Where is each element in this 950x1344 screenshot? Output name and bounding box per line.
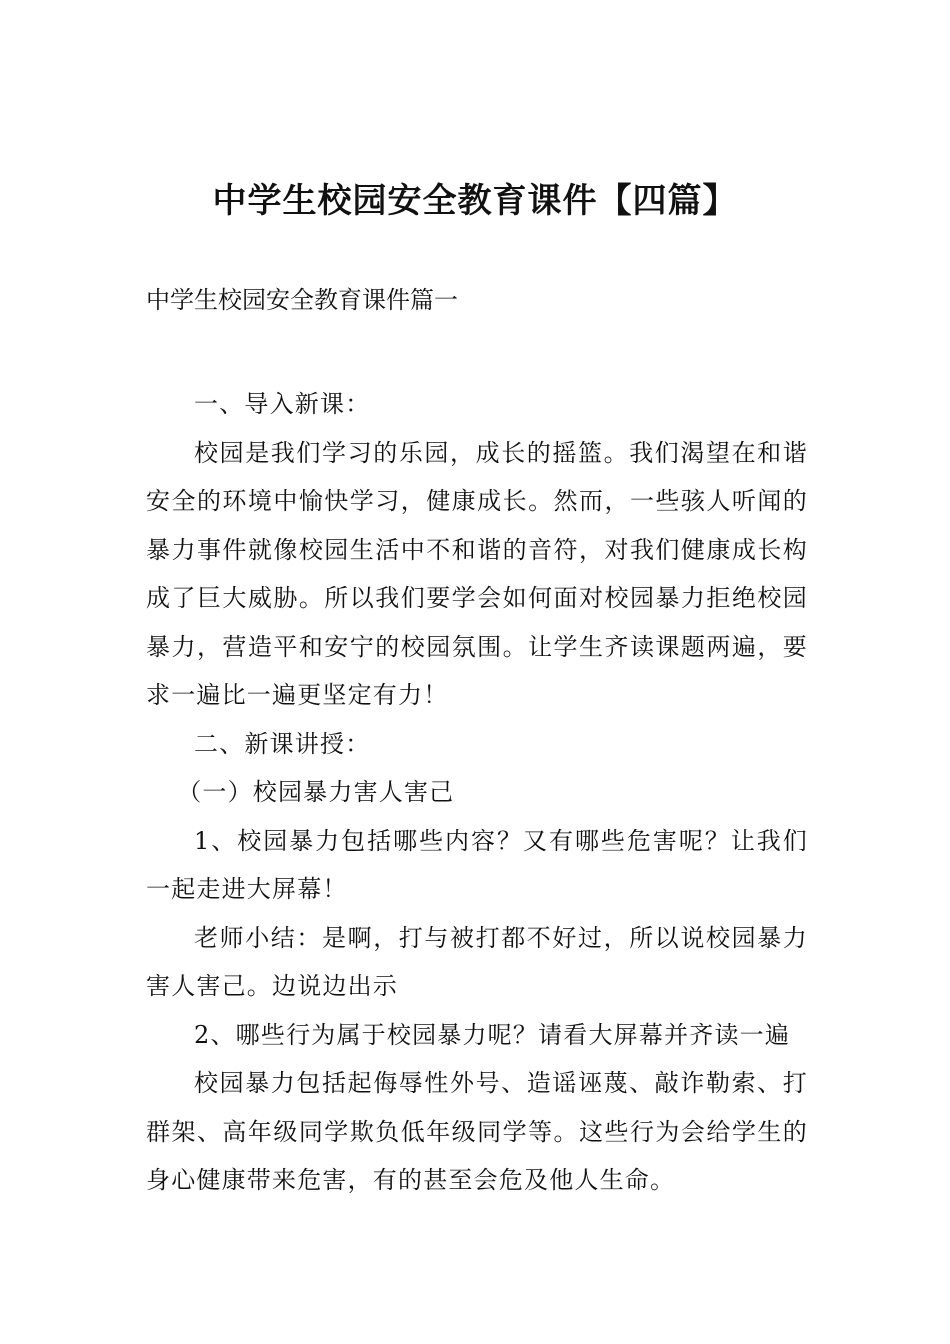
document-body	[146, 380, 808, 1205]
paragraph-lesson-heading: 二、新课讲授：	[194, 729, 371, 758]
paragraph-intro-heading: 一、导入新课：	[194, 390, 371, 418]
document-title: 中学生校园安全教育课件【四篇】	[212, 181, 738, 221]
paragraph-violence-types: 校园暴力包括起侮辱性外号、造谣诬蔑、敲诈勒索、打群架、高年级同学欺负低年级同学等。这些行为会给学生的身心健康带来危害，有的甚至会危及他人生命。	[146, 1069, 808, 1194]
section-title: 中学生校园安全教育课件篇一	[146, 286, 458, 314]
paragraph-item-2: 2、哪些行为属于校园暴力呢？请看大屏幕并齐读一遍	[194, 1020, 791, 1049]
paragraph-intro-text: 校园是我们学习的乐园，成长的摇篮。我们渴望在和谐安全的环境中愉快学习，健康成长。然而，一些骇人听闻的暴力事件就像校园生活中不和谐的音符，对我们健康成长构成了巨大威胁。所以我们要学会如何面对校园暴力拒绝校园暴力，营造平和安宁的校园氛围。让学生齐读课题两遍，要求一遍比一遍更坚定有力！	[146, 438, 808, 709]
paragraph-item-1: 1、校园暴力包括哪些内容？又有哪些危害呢？让我们一起走进大屏幕！	[146, 826, 808, 903]
paragraph-teacher-summary: 老师小结：是啊，打与被打都不好过，所以说校园暴力害人害己。边说边出示	[146, 923, 808, 1000]
paragraph-subheading-1: （一）校园暴力害人害己	[177, 778, 455, 806]
